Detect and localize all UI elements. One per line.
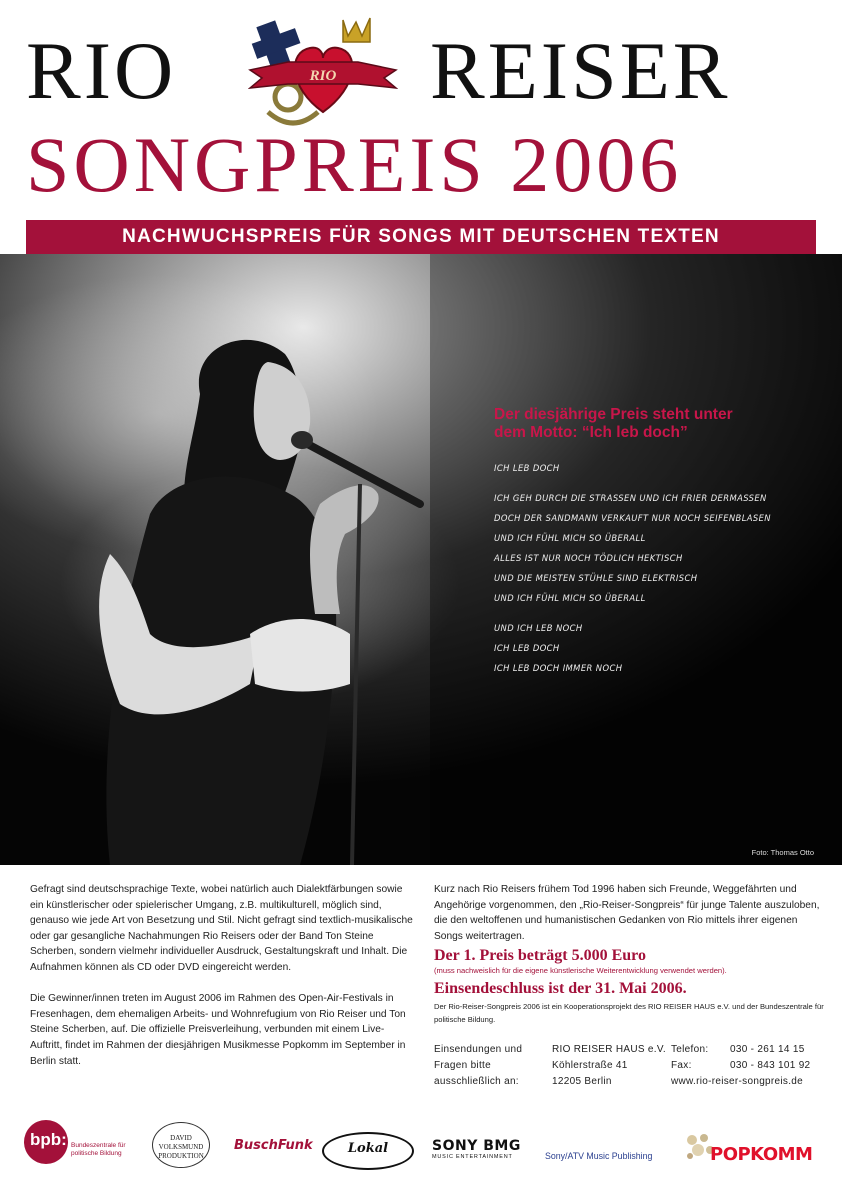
banner-text: NACHWUCHSPREIS FÜR SONGS MIT DEUTSCHEN TEXTEN — [122, 226, 720, 247]
lyric-line: ALLES IST NUR NOCH TÖDLICH HEKTISCH — [494, 553, 683, 563]
lyric-line: ICH GEH DURCH DIE STRASSEN UND ICH FRIER DERMASSEN — [494, 493, 767, 503]
lyric-line: ICH LEB DOCH — [494, 643, 560, 653]
subtitle-songpreis: SONGPREIS 2006 — [26, 121, 683, 208]
bpb-logo-subtitle: Bundeszentrale für politische Bildung — [71, 1142, 126, 1157]
body-left-column — [30, 882, 415, 1085]
photo-credit: Foto: Thomas Otto — [751, 848, 814, 857]
motto-heading — [494, 406, 814, 442]
body-paragraph: Die Gewinner/innen treten im August 2006 im Rahmen des Open-Air-Festivals in Fresenhagen, dem ehemaligen Arbeits- und Wohnrefugium von Rio Reiser und Ton Steine Scherben, auf. Die offizielle Preisverleihung, verbunden mit einem Live-Auftritt, findet im Rahmen der diesjährigen Musikmesse Popkomm im September in Berlin statt. — [30, 993, 406, 1067]
emblem-text: RIO — [309, 68, 337, 84]
banner — [26, 220, 816, 254]
motto-line-1: Der diesjährige Preis steht unter — [494, 406, 733, 423]
title-rio: RIO — [26, 25, 177, 116]
contact-label: Fragen bitte — [434, 1060, 491, 1071]
popkomm-text: POPKOMM — [710, 1144, 813, 1165]
concert-photo — [0, 254, 842, 865]
website-link[interactable]: www.rio-reiser-songpreis.de — [671, 1076, 804, 1087]
fax-number: 030 - 843 101 92 — [730, 1060, 811, 1071]
lyrics — [494, 458, 824, 678]
deadline: Einsendeschluss ist der 31. Mai 2006. — [434, 980, 687, 998]
sony-bmg-subtitle: MUSIC ENTERTAINMENT — [432, 1154, 513, 1160]
logo-buschfunk: BuschFunk — [234, 1138, 313, 1153]
title-reiser: REISER — [430, 25, 731, 116]
lyric-line: UND ICH LEB NOCH — [494, 623, 583, 633]
body-right-column — [434, 882, 824, 1026]
prize-note: (muss nachweislich für die eigene künstlerische Weiterentwicklung verwendet werden). — [434, 966, 727, 976]
script-logo-text: Lokal — [347, 1141, 389, 1156]
fax-label: Fax: — [671, 1060, 692, 1071]
dvp-bottom: PRODUKTION — [158, 1152, 204, 1160]
lyric-line: UND ICH FÜHL MICH SO ÜBERALL — [494, 593, 646, 603]
logo-bpb — [24, 1120, 144, 1168]
dvp-top: DAVID VOLKSMUND — [158, 1134, 204, 1151]
contact-label: Einsendungen und — [434, 1044, 523, 1055]
body-paragraph: Gefragt sind deutschsprachige Texte, wobei natürlich auch Dialektfärbungen sowie ein künstlerischer oder spielerischer Umgang, z.B. multikulturell, möglich sind, genauso wie jede Art von Besetzung und Stil. Nicht gefragt sind textlich-musikalische oder gar gesangliche Nachahmungen Rio Reisers oder der Band Ton Steine Scherben, sondern vielmehr individueller Ausdruck, Gestaltungskraft und Inhalt. Die Aufnahmen können als CD oder DVD eingereicht werden. — [30, 884, 413, 973]
body-paragraph: Kurz nach Rio Reisers frühem Tod 1996 haben sich Freunde, Weggefährten und Angehörige vorgenommen, den „Rio-Reiser-Songpreis“ für junge Talente auszuloben, die den weltoffenen und humanistischen Gedanken von Rio mittels ihrer eigenen Songs weitertragen. — [434, 884, 820, 942]
bpb-logo-text: bpb: — [30, 1130, 67, 1149]
logo-script — [322, 1132, 414, 1170]
heart-emblem-icon — [248, 12, 398, 132]
prize-amount: Der 1. Preis beträgt 5.000 Euro — [434, 947, 646, 965]
contact-city: 12205 Berlin — [552, 1076, 612, 1087]
lyric-line: UND ICH FÜHL MICH SO ÜBERALL — [494, 533, 646, 543]
lyric-line: UND DIE MEISTEN STÜHLE SIND ELEKTRISCH — [494, 573, 698, 583]
motto-line-2: dem Motto: “Ich leb doch” — [494, 424, 688, 441]
contact-org: RIO REISER HAUS e.V. — [552, 1044, 666, 1055]
sony-bmg-text: SONY BMG — [432, 1138, 521, 1154]
phone-label: Telefon: — [671, 1044, 709, 1055]
phone-number: 030 - 261 14 15 — [730, 1044, 805, 1055]
logo-sony-atv: Sony/ATV Music Publishing — [545, 1151, 653, 1161]
lyric-line: ICH LEB DOCH — [494, 463, 560, 473]
contact-label: ausschließlich an: — [434, 1076, 519, 1087]
logo-david-volksmund — [148, 1120, 218, 1172]
contact-street: Köhlerstraße 41 — [552, 1060, 628, 1071]
lyric-line: DOCH DER SANDMANN VERKAUFT NUR NOCH SEIFENBLASEN — [494, 513, 771, 523]
logo-sony-bmg — [432, 1138, 540, 1160]
cooperation-note: Der Rio-Reiser-Songpreis 2006 ist ein Kooperationsprojekt des RIO REISER HAUS e.V. und der Bundeszentrale für politische Bildung. — [434, 1002, 824, 1025]
lyric-line: ICH LEB DOCH IMMER NOCH — [494, 663, 623, 673]
logo-popkomm — [684, 1128, 814, 1172]
